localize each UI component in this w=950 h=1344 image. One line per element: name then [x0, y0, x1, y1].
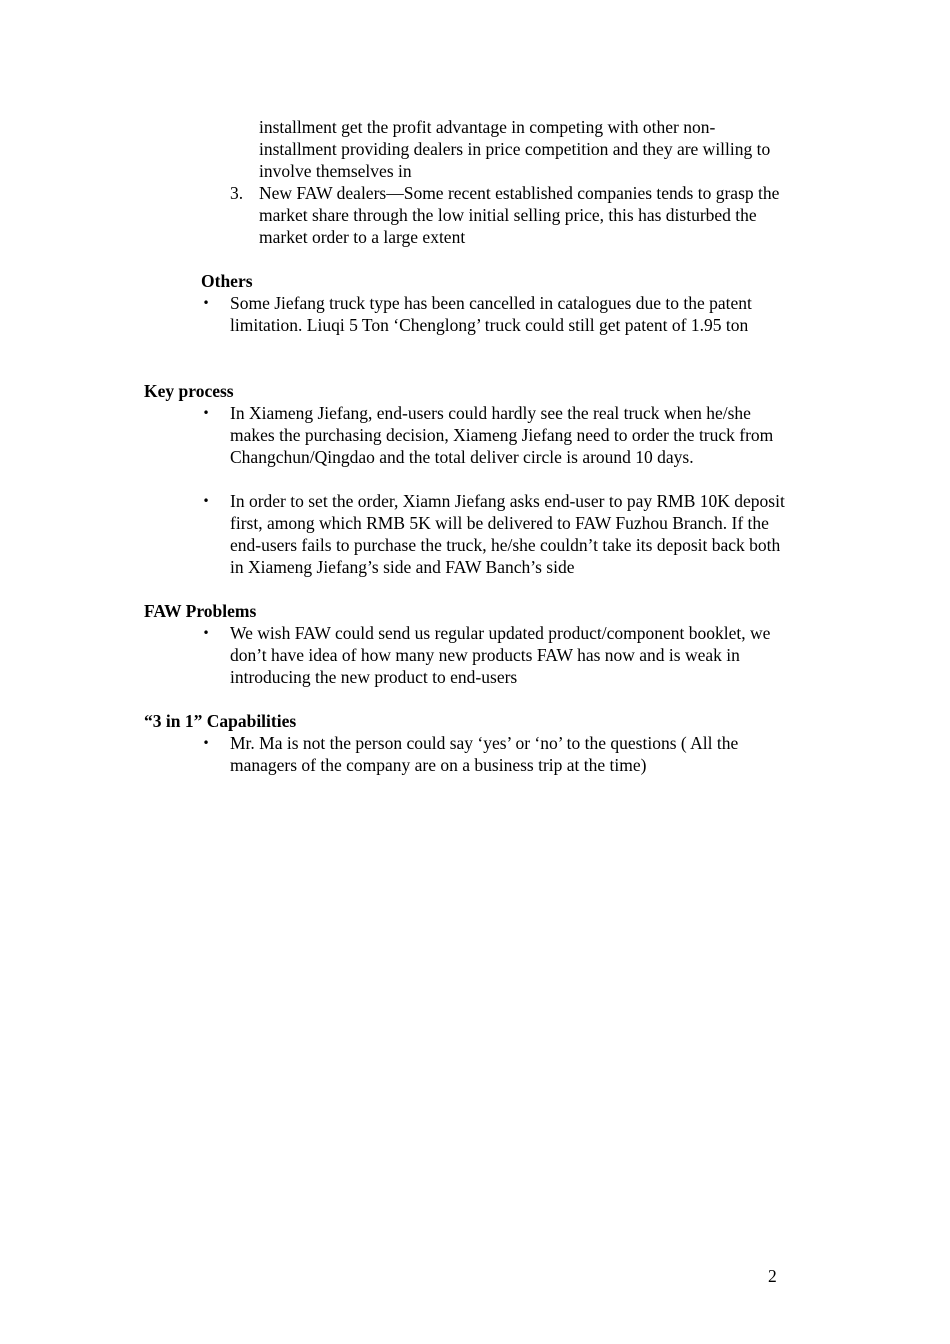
bullet-text: We wish FAW could send us regular updated product/component booklet, we don’t have idea of how many new products FAW has now and is weak in introducing the new product to end-users [230, 623, 771, 687]
bullet-item [200, 490, 790, 578]
bullet-icon: • [202, 626, 210, 640]
section-heading-others: Others [201, 271, 253, 291]
bullet-item [200, 292, 790, 336]
bullet-icon: • [202, 494, 210, 508]
section-heading-faw-problems: FAW Problems [144, 601, 257, 621]
bullet-icon: • [202, 406, 210, 420]
bullet-item [200, 622, 790, 688]
list-number: 3. [230, 183, 244, 203]
bullet-text: Mr. Ma is not the person could say ‘yes’ or ‘no’ to the questions ( All the managers of the company are on a business trip at the time) [230, 733, 739, 775]
numbered-list-item [230, 182, 790, 248]
bullet-item [200, 732, 790, 776]
bullet-text: In Xiameng Jiefang, end-users could hardly see the real truck when he/she makes the purchasing decision, Xiameng Jiefang need to order the truck from Changchun/Qingdao and the total deliver circle is around 10 days. [230, 403, 774, 467]
section-heading-capabilities: “3 in 1” Capabilities [144, 711, 297, 731]
page-number: 2 [768, 1266, 777, 1286]
section-heading-key-process: Key process [144, 381, 234, 401]
bullet-icon: • [202, 736, 210, 750]
bullet-item [200, 402, 790, 468]
bullet-text: Some Jiefang truck type has been cancelled in catalogues due to the patent limitation. Liuqi 5 Ton ‘Chenglong’ truck could still get patent of 1.95 ton [230, 293, 752, 335]
bullet-icon: • [202, 296, 210, 310]
bullet-text: In order to set the order, Xiamn Jiefang asks end-user to pay RMB 10K deposit first, among which RMB 5K will be delivered to FAW Fuzhou Branch. If the end-users fails to purchase the truck, he/she couldn’t take its deposit back both in Xiameng Jiefang’s side and FAW Banch’s side [230, 491, 785, 577]
continuation-paragraph: installment get the profit advantage in competing with other non-installment providing dealers in price competition and they are willing to involve themselves in [259, 117, 771, 181]
list-item-text: New FAW dealers—Some recent established companies tends to grasp the market share through the low initial selling price, this has disturbed the market order to a large extent [259, 183, 780, 247]
